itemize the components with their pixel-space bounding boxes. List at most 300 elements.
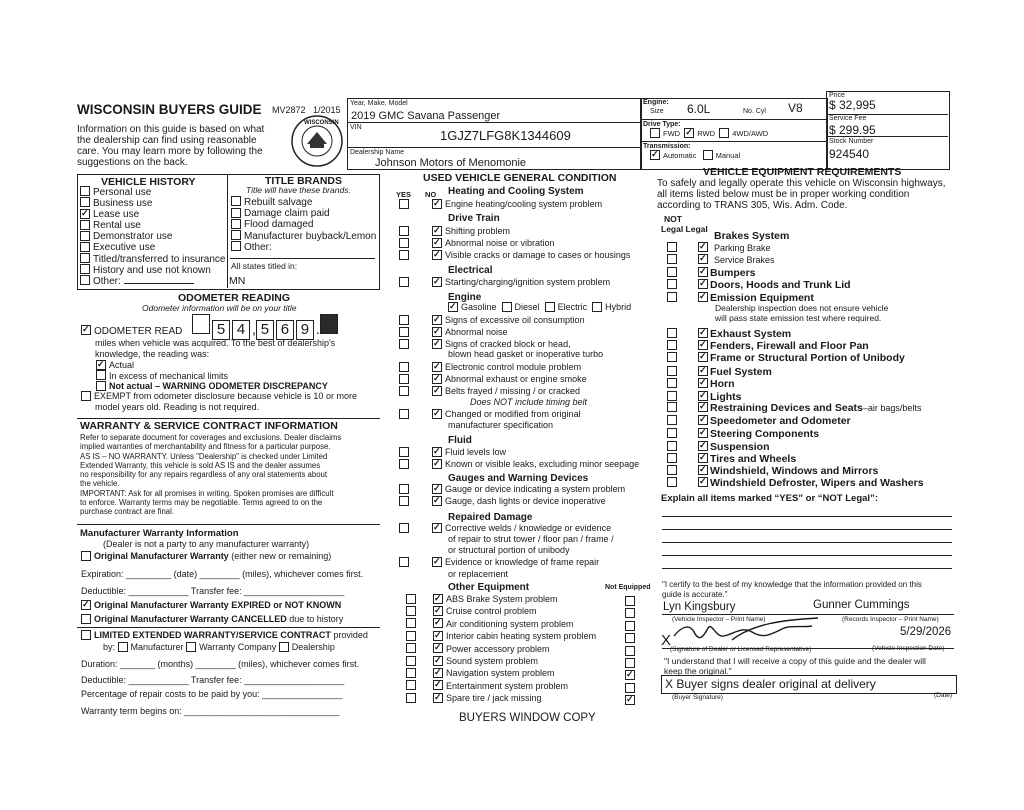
odometer-digit[interactable] xyxy=(192,314,210,334)
brands-title: TITLE BRANDS xyxy=(265,175,342,187)
legal-checkbox[interactable] xyxy=(698,391,708,401)
other-equipment-item[interactable] xyxy=(406,619,646,630)
requirement-item[interactable] xyxy=(667,230,789,242)
condition-item[interactable] xyxy=(399,226,510,237)
brand-item[interactable] xyxy=(231,242,376,253)
requirement-item[interactable] xyxy=(667,366,772,378)
certify-line: "I certify to the best of my knowledge that the information provided on this xyxy=(662,580,922,589)
emission-note-line: will pass state emission test where required. xyxy=(715,313,882,323)
yes-checkbox[interactable] xyxy=(406,668,416,678)
no-checkbox[interactable] xyxy=(432,250,442,260)
requirement-item[interactable] xyxy=(667,267,756,279)
no-checkbox[interactable] xyxy=(433,643,443,653)
requirement-item[interactable] xyxy=(667,441,770,453)
history-checkbox[interactable] xyxy=(80,275,90,285)
no-checkbox[interactable] xyxy=(433,693,443,703)
signature-x: X xyxy=(661,632,672,649)
deductible2-line: Deductible: ____________ Transfer fee: ____________________ xyxy=(81,675,345,685)
no-checkbox[interactable] xyxy=(432,409,442,419)
no-checkbox[interactable] xyxy=(432,496,442,506)
drive-fwd-checkbox[interactable] xyxy=(650,128,660,138)
odometer-text-line: knowledge, the reading was: xyxy=(95,348,210,359)
divider xyxy=(347,147,640,148)
exempt-line: EXEMPT from odometer disclosure because vehicle is 10 or more xyxy=(94,391,357,401)
trans-option: Automatic xyxy=(663,151,697,160)
other-equipment-item[interactable] xyxy=(406,606,646,617)
history-checkbox[interactable] xyxy=(80,197,90,207)
yes-checkbox[interactable] xyxy=(406,594,416,604)
engine-label: Engine: xyxy=(643,99,669,106)
history-label: Lease use xyxy=(93,209,140,221)
condition-item[interactable] xyxy=(399,238,555,249)
condition-item[interactable] xyxy=(399,496,606,507)
not-legal-checkbox[interactable] xyxy=(667,340,677,350)
form-number: MV2872 xyxy=(272,105,306,115)
understand-text xyxy=(664,656,926,676)
yes-checkbox[interactable] xyxy=(399,557,409,567)
fuel-hybrid-checkbox[interactable] xyxy=(592,302,602,312)
no-checkbox[interactable] xyxy=(432,315,442,325)
vin-label: VIN xyxy=(350,124,362,131)
legal-checkbox[interactable] xyxy=(698,378,708,388)
history-checkbox[interactable] xyxy=(80,231,90,241)
no-checkbox[interactable] xyxy=(432,339,442,349)
trans-manual-checkbox[interactable] xyxy=(703,150,713,160)
other-equipment-item[interactable] xyxy=(406,681,646,692)
legal-checkbox[interactable] xyxy=(698,292,708,302)
not-equipped-checkbox[interactable] xyxy=(625,608,635,618)
condition-item-continuation: or structural portion of unibody xyxy=(448,545,570,555)
excess-checkbox[interactable] xyxy=(96,370,106,380)
legal-checkbox[interactable] xyxy=(698,428,708,438)
actual-checkbox[interactable] xyxy=(96,360,106,370)
condition-item[interactable] xyxy=(399,277,610,288)
brands-list xyxy=(231,197,376,253)
not-legal-checkbox[interactable] xyxy=(667,428,677,438)
requirement-label: Windshield Defroster, Wipers and Washers xyxy=(710,477,924,489)
other-equipment-item[interactable] xyxy=(406,644,646,655)
not-legal-checkbox[interactable] xyxy=(667,366,677,376)
requirement-item[interactable] xyxy=(667,378,735,390)
understand-line: keep the original." xyxy=(664,666,732,676)
odometer-digit[interactable]: 4 xyxy=(232,320,250,340)
no-checkbox[interactable] xyxy=(432,386,442,396)
no-checkbox[interactable] xyxy=(433,680,443,690)
no-checkbox[interactable] xyxy=(432,484,442,494)
yes-checkbox[interactable] xyxy=(406,618,416,628)
legal-checkbox[interactable] xyxy=(698,453,708,463)
warranty-line: no responsibility for any repairs regardless of any oral statements about xyxy=(80,470,328,480)
history-checkbox[interactable] xyxy=(80,209,90,219)
yes-checkbox[interactable] xyxy=(399,199,409,209)
no-checkbox[interactable] xyxy=(432,459,442,469)
not-legal-checkbox[interactable] xyxy=(667,328,677,338)
fuel-option: Electric xyxy=(557,302,588,312)
buyer-note: X Buyer signs dealer original at delivery xyxy=(665,677,876,691)
history-checkbox[interactable] xyxy=(80,264,90,274)
odometer-text xyxy=(95,338,335,359)
history-item[interactable] xyxy=(80,242,225,253)
no-checkbox[interactable] xyxy=(432,374,442,384)
understand-line: "I understand that I will receive a copy of this guide and the dealer will xyxy=(664,656,926,666)
history-item[interactable] xyxy=(80,220,225,231)
other-equipment-label: Power accessory problem xyxy=(446,643,550,654)
duration-line: Duration: _______ (months) ________ (miles), whichever comes first. xyxy=(81,659,360,669)
exempt-line: model years old. Reading is not required. xyxy=(95,402,260,412)
not-actual-checkbox[interactable] xyxy=(96,381,106,391)
requirement-item[interactable] xyxy=(667,402,921,414)
history-item[interactable] xyxy=(80,276,225,287)
inspector-name[interactable]: Lyn Kingsbury xyxy=(663,601,736,613)
not-header: NOT xyxy=(664,214,682,224)
condition-item[interactable] xyxy=(399,327,508,338)
yes-checkbox[interactable] xyxy=(399,523,409,533)
yes-checkbox[interactable] xyxy=(406,693,416,703)
yes-checkbox[interactable] xyxy=(399,327,409,337)
yes-checkbox[interactable] xyxy=(399,386,409,396)
legal-checkbox[interactable] xyxy=(698,254,708,264)
orig-remaining-label: Original Manufacturer Warranty xyxy=(94,551,229,561)
history-checkbox[interactable] xyxy=(80,186,90,196)
odometer-option[interactable] xyxy=(96,360,328,371)
brand-checkbox[interactable] xyxy=(231,219,241,229)
divider xyxy=(347,122,640,123)
explain-line[interactable] xyxy=(662,568,952,569)
condition-item-label: Shifting problem xyxy=(445,226,511,236)
explain-line[interactable] xyxy=(662,555,952,556)
requirement-label: Suspension xyxy=(710,441,770,453)
requirement-item[interactable] xyxy=(667,415,851,427)
condition-item-label: Evidence or knowledge of frame repair xyxy=(445,557,600,567)
no-checkbox[interactable] xyxy=(432,523,442,533)
condition-section-title: Heating and Cooling System xyxy=(448,186,584,197)
not-legal-checkbox[interactable] xyxy=(667,292,677,302)
not-legal-checkbox[interactable] xyxy=(667,465,677,475)
not-equipped-checkbox[interactable] xyxy=(625,658,635,668)
odometer-digit[interactable]: 9 xyxy=(296,320,314,340)
legal-checkbox[interactable] xyxy=(698,465,708,475)
requirement-label: Tires and Wheels xyxy=(710,453,797,465)
orig-remaining[interactable] xyxy=(81,551,331,562)
cyl-value: V8 xyxy=(788,101,803,115)
condition-section-title: Engine xyxy=(448,292,482,303)
not-equipped-checkbox[interactable] xyxy=(625,670,635,680)
brand-label: Manufacturer buyback/Lemon xyxy=(244,230,377,242)
yes-checkbox[interactable] xyxy=(399,277,409,287)
divider xyxy=(640,119,826,120)
odometer-read-checkbox[interactable] xyxy=(81,325,91,335)
history-item[interactable] xyxy=(80,209,225,220)
requirement-item[interactable] xyxy=(667,340,869,352)
condition-item-label: Abnormal noise xyxy=(445,327,508,337)
legal-checkbox[interactable] xyxy=(698,441,708,451)
not-equipped-checkbox[interactable] xyxy=(625,633,635,643)
by-options xyxy=(103,642,335,653)
legal-checkbox[interactable] xyxy=(698,242,708,252)
condition-item-continuation: or replacement xyxy=(448,569,509,579)
no-checkbox[interactable] xyxy=(432,362,442,372)
expired-checkbox[interactable] xyxy=(81,600,91,610)
odometer-digit[interactable]: 5 xyxy=(212,320,230,340)
requirement-item[interactable] xyxy=(667,243,771,254)
other-equipment-item[interactable] xyxy=(406,668,646,679)
other-equipment-label: Navigation system problem xyxy=(446,668,555,679)
odometer-option[interactable] xyxy=(96,371,328,382)
dealer-signature-icon[interactable] xyxy=(672,614,822,648)
brand-checkbox[interactable] xyxy=(231,196,241,206)
history-label: Demonstrator use xyxy=(93,231,173,243)
fuel-electric-checkbox[interactable] xyxy=(545,302,555,312)
no-checkbox[interactable] xyxy=(432,238,442,248)
exempt-checkbox[interactable] xyxy=(81,391,91,401)
yes-header: YES xyxy=(396,190,412,199)
other-equipment-label: Cruise control problem xyxy=(446,606,537,617)
no-checkbox[interactable] xyxy=(433,618,443,628)
legal-checkbox[interactable] xyxy=(698,279,708,289)
yes-checkbox[interactable] xyxy=(399,459,409,469)
by-dealership-checkbox[interactable] xyxy=(279,642,289,652)
odometer-digit[interactable]: 5 xyxy=(256,320,274,340)
legal-checkbox[interactable] xyxy=(698,340,708,350)
by-warranty-company-checkbox[interactable] xyxy=(186,642,196,652)
no-checkbox[interactable] xyxy=(433,594,443,604)
fuel-gasoline-checkbox[interactable] xyxy=(448,302,458,312)
no-checkbox[interactable] xyxy=(432,226,442,236)
warranty-line: to enforce. Warranty terms may be negotiable. Terms agreed to on the xyxy=(80,498,323,508)
history-item[interactable] xyxy=(80,187,225,198)
not-legal-checkbox[interactable] xyxy=(667,242,677,252)
brand-checkbox[interactable] xyxy=(231,230,241,240)
requirement-item[interactable] xyxy=(667,279,851,291)
yes-checkbox[interactable] xyxy=(399,484,409,494)
no-checkbox[interactable] xyxy=(433,656,443,666)
other-line[interactable] xyxy=(124,283,194,284)
expired-item[interactable] xyxy=(81,600,341,611)
option-label: Actual xyxy=(109,360,135,370)
history-item[interactable] xyxy=(80,254,225,265)
not-equipped-checkbox[interactable] xyxy=(625,596,635,606)
other-equipment-item[interactable] xyxy=(406,693,646,704)
requirement-item[interactable] xyxy=(667,328,791,340)
legal-checkbox[interactable] xyxy=(698,415,708,425)
form-title: WISCONSIN BUYERS GUIDE xyxy=(77,102,262,117)
requirement-label: Fenders, Firewall and Floor Pan xyxy=(710,340,869,352)
not-equipped-checkbox[interactable] xyxy=(625,621,635,631)
by-label: by: xyxy=(103,642,116,652)
odometer-read[interactable] xyxy=(81,326,182,337)
records-name[interactable]: Gunner Cummings xyxy=(813,599,910,611)
condition-item[interactable] xyxy=(399,484,625,495)
odometer-tenths-digit[interactable] xyxy=(320,314,338,334)
other-equipment-label: ABS Brake System problem xyxy=(446,594,558,604)
yes-checkbox[interactable] xyxy=(399,409,409,419)
history-checkbox[interactable] xyxy=(80,253,90,263)
size-value: 6.0L xyxy=(687,102,711,116)
requirement-item[interactable] xyxy=(667,477,924,489)
brand-checkbox[interactable] xyxy=(231,241,241,251)
not-legal-checkbox[interactable] xyxy=(667,415,677,425)
restraint-note: –air bags/belts xyxy=(862,403,922,413)
requirement-label: Doors, Hoods and Trunk Lid xyxy=(710,279,851,291)
legal-checkbox[interactable] xyxy=(698,366,708,376)
fuel-diesel-checkbox[interactable] xyxy=(502,302,512,312)
history-checkbox[interactable] xyxy=(80,242,90,252)
no-checkbox[interactable] xyxy=(432,327,442,337)
exempt[interactable] xyxy=(81,391,357,413)
condition-item[interactable] xyxy=(399,386,580,397)
condition-item[interactable] xyxy=(399,447,506,458)
condition-section-title: Repaired Damage xyxy=(448,512,533,523)
yes-checkbox[interactable] xyxy=(406,680,416,690)
drive-options xyxy=(650,129,768,139)
seal-text: WISCONSIN xyxy=(304,120,339,126)
brand-item[interactable] xyxy=(231,231,376,242)
condition-item-continuation: of repair to strut tower / floor pan / frame / xyxy=(448,534,614,544)
condition-item-continuation: manufacturer specification xyxy=(448,420,554,430)
condition-item-continuation: Does NOT include timing belt xyxy=(470,397,588,407)
legal-checkbox[interactable] xyxy=(698,352,708,362)
drive-option: RWD xyxy=(697,129,716,138)
orig-remaining-checkbox[interactable] xyxy=(81,551,91,561)
brand-item[interactable] xyxy=(231,208,376,219)
emission-note xyxy=(715,303,888,323)
cancelled-checkbox[interactable] xyxy=(81,614,91,624)
date2-label: (Date) xyxy=(934,692,953,699)
not-legal-checkbox[interactable] xyxy=(667,402,677,412)
no-checkbox[interactable] xyxy=(432,557,442,567)
limited-checkbox[interactable] xyxy=(81,630,91,640)
no-checkbox[interactable] xyxy=(433,631,443,641)
not-legal-checkbox[interactable] xyxy=(667,391,677,401)
limited-item[interactable] xyxy=(81,630,368,641)
brand-item[interactable] xyxy=(231,219,376,230)
yes-checkbox[interactable] xyxy=(399,374,409,384)
inspection-date[interactable]: 5/29/2026 xyxy=(900,626,952,638)
not-legal-checkbox[interactable] xyxy=(667,441,677,451)
no-checkbox[interactable] xyxy=(433,606,443,616)
condition-item-label: Fluid levels low xyxy=(445,447,507,457)
yes-checkbox[interactable] xyxy=(399,226,409,236)
condition-item-label: Gauge, dash lights or device inoperative xyxy=(445,496,606,506)
legal-checkbox[interactable] xyxy=(698,477,708,487)
yes-checkbox[interactable] xyxy=(399,238,409,248)
requirement-label: Frame or Structural Portion of Unibody xyxy=(710,352,905,364)
condition-item[interactable] xyxy=(399,362,581,373)
condition-item[interactable] xyxy=(399,374,587,385)
mfr-subtitle: (Dealer is not a party to any manufacturer warranty) xyxy=(103,539,310,549)
other-equipment-item[interactable] xyxy=(406,594,646,605)
fuel-option: Hybrid xyxy=(605,302,632,312)
yes-checkbox[interactable] xyxy=(399,496,409,506)
intro-line: To safely and legally operate this vehicle on Wisconsin highways, xyxy=(657,178,946,189)
not-legal-checkbox[interactable] xyxy=(667,279,677,289)
requirement-item[interactable] xyxy=(667,352,905,364)
yes-checkbox[interactable] xyxy=(406,631,416,641)
requirement-label: Restraining Devices and Seats xyxy=(710,402,863,414)
cancelled-item[interactable] xyxy=(81,614,343,625)
requirement-item[interactable] xyxy=(667,465,878,477)
legal-checkbox[interactable] xyxy=(698,402,708,412)
history-item[interactable] xyxy=(80,198,225,209)
intro-text xyxy=(77,124,264,168)
condition-item[interactable] xyxy=(399,250,630,261)
legal-checkbox[interactable] xyxy=(698,328,708,338)
other-equipment-label: Spare tire / jack missing xyxy=(446,693,542,704)
explain-line[interactable] xyxy=(662,516,952,517)
option-label: Not actual – WARNING ODOMETER DISCREPANCY xyxy=(109,381,328,392)
yes-checkbox[interactable] xyxy=(399,250,409,260)
no-checkbox[interactable] xyxy=(432,277,442,287)
no-checkbox[interactable] xyxy=(433,668,443,678)
other-equipment-item[interactable] xyxy=(406,656,646,667)
history-checkbox[interactable] xyxy=(80,220,90,230)
requirement-item[interactable] xyxy=(667,428,819,440)
yes-checkbox[interactable] xyxy=(399,362,409,372)
yes-checkbox[interactable] xyxy=(406,606,416,616)
brand-checkbox[interactable] xyxy=(231,208,241,218)
not-equipped-checkbox[interactable] xyxy=(625,683,635,693)
yes-checkbox[interactable] xyxy=(406,656,416,666)
explain-line[interactable] xyxy=(662,542,952,543)
not-legal-checkbox[interactable] xyxy=(667,254,677,264)
history-item[interactable] xyxy=(80,265,225,276)
odometer-digit[interactable]: 6 xyxy=(276,320,294,340)
drive-rwd-checkbox[interactable] xyxy=(684,128,694,138)
not-legal-checkbox[interactable] xyxy=(667,267,677,277)
brand-label: Flood damaged xyxy=(244,219,314,231)
drive-4wd-checkbox[interactable] xyxy=(719,128,729,138)
condition-item[interactable] xyxy=(399,199,602,210)
no-header: NO xyxy=(425,190,437,199)
trans-automatic-checkbox[interactable] xyxy=(650,150,660,160)
not-legal-checkbox[interactable] xyxy=(667,352,677,362)
condition-title: USED VEHICLE GENERAL CONDITION xyxy=(423,172,617,184)
requirement-item[interactable] xyxy=(667,453,796,465)
no-checkbox[interactable] xyxy=(432,199,442,209)
not-equipped-checkbox[interactable] xyxy=(625,646,635,656)
explain-line[interactable] xyxy=(662,529,952,530)
requirement-label: Exhaust System xyxy=(710,328,792,340)
no-checkbox[interactable] xyxy=(432,447,442,457)
legal-checkbox[interactable] xyxy=(698,267,708,277)
condition-item-label: Signs of cracked block or head, xyxy=(445,339,571,349)
other-equipment-item[interactable] xyxy=(406,631,646,642)
not-legal-checkbox[interactable] xyxy=(667,477,677,487)
condition-item[interactable] xyxy=(399,557,599,568)
history-item[interactable] xyxy=(80,231,225,242)
not-legal-checkbox[interactable] xyxy=(667,453,677,463)
yes-checkbox[interactable] xyxy=(406,643,416,653)
warranty-paragraph xyxy=(80,433,341,517)
yes-checkbox[interactable] xyxy=(399,447,409,457)
yes-checkbox[interactable] xyxy=(399,315,409,325)
condition-item[interactable] xyxy=(399,523,611,534)
yes-checkbox[interactable] xyxy=(399,339,409,349)
by-manufacturer-checkbox[interactable] xyxy=(118,642,128,652)
not-legal-checkbox[interactable] xyxy=(667,378,677,388)
ymm-value: 2019 GMC Savana Passenger xyxy=(351,110,501,122)
condition-item[interactable] xyxy=(399,315,585,326)
condition-item[interactable] xyxy=(399,409,581,420)
history-label: Titled/transferred to insurance xyxy=(93,253,226,265)
requirement-item[interactable] xyxy=(667,255,775,266)
condition-section-title: Gauges and Warning Devices xyxy=(448,473,589,484)
brand-item[interactable] xyxy=(231,197,376,208)
history-label: Executive use xyxy=(93,242,156,254)
not-equipped-checkbox[interactable] xyxy=(625,695,635,705)
cyl-label: No. Cyl xyxy=(743,108,766,115)
condition-item[interactable] xyxy=(399,459,639,470)
